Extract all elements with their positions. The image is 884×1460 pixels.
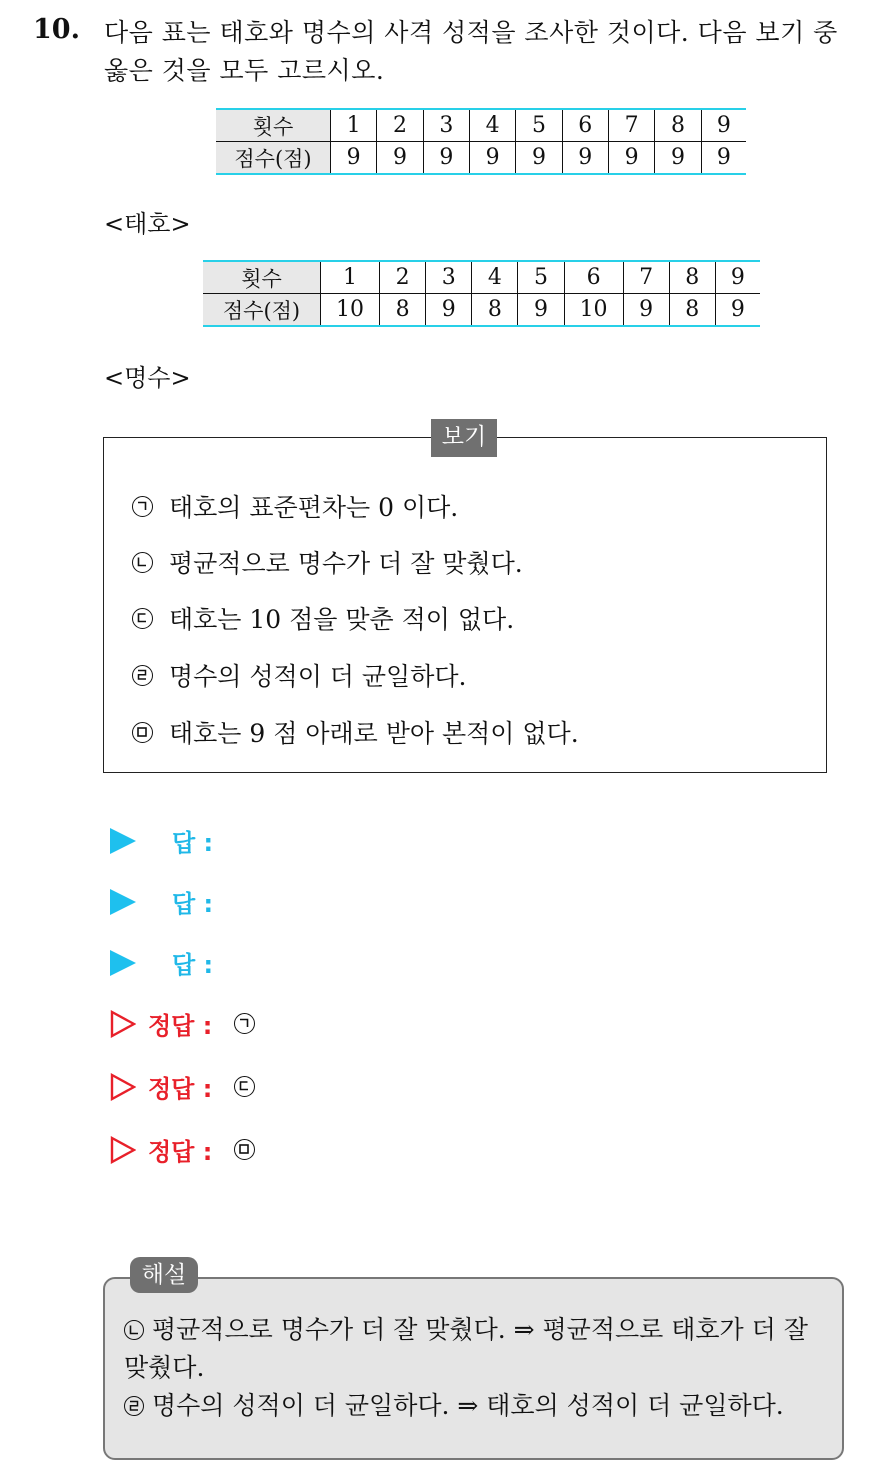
taeho-score-table: [216, 108, 746, 175]
table-row: [203, 261, 760, 294]
taeho-caption: <태호>: [104, 210, 191, 238]
outline-triangle-icon: [110, 1136, 136, 1164]
score-cell: 9: [516, 142, 562, 175]
score-cell: 8: [472, 294, 518, 327]
bogi-item-text: 태호는 10 점을 맞춘 적이 없다.: [169, 605, 515, 634]
circled-letter-icon: [124, 1320, 144, 1340]
question-text: 다음 표는 태호와 명수의 사격 성적을 조사한 것이다. 다음 보기 중 옳은 것을 모두 고르시오.: [104, 18, 838, 85]
score-cell: 9: [608, 142, 654, 175]
round-cell: 7: [608, 109, 654, 142]
circled-letter-icon: [234, 1139, 255, 1160]
score-cell: 9: [423, 142, 469, 175]
round-cell: 9: [701, 109, 746, 142]
correct-answer-row: [110, 1006, 271, 1041]
round-cell: 2: [377, 109, 423, 142]
table-row: [216, 109, 746, 142]
circled-letter-icon: [124, 1396, 144, 1416]
correct-answer-row: [110, 1132, 271, 1167]
correct-answer-label: 정답 :: [148, 1012, 213, 1040]
answer-label: 답 :: [172, 951, 214, 979]
circled-letter-icon: [132, 552, 153, 573]
circled-letter-icon: [132, 722, 153, 743]
answer-row: [110, 945, 213, 980]
round-header: 횟수: [203, 261, 321, 294]
score-cell: 9: [331, 142, 377, 175]
score-cell: 9: [518, 294, 564, 327]
explanation-tag: 해설: [130, 1257, 198, 1293]
outline-triangle-icon: [110, 1073, 136, 1101]
play-triangle-icon: [110, 828, 136, 854]
correct-answer-row: [110, 1069, 271, 1104]
score-cell: 9: [655, 142, 701, 175]
bogi-item: [132, 657, 466, 693]
round-cell: 1: [331, 109, 377, 142]
correct-answer-label: 정답 :: [148, 1075, 213, 1103]
bogi-item: [132, 488, 458, 524]
bogi-item: [132, 714, 579, 750]
round-cell: 1: [321, 261, 380, 294]
round-cell: 6: [562, 109, 608, 142]
round-cell: 8: [655, 109, 701, 142]
round-cell: 5: [518, 261, 564, 294]
circled-letter-icon: [132, 496, 153, 517]
table-row: [216, 142, 746, 175]
round-cell: 9: [715, 261, 760, 294]
score-cell: 9: [377, 142, 423, 175]
round-cell: 2: [380, 261, 426, 294]
bogi-item-text: 평균적으로 명수가 더 잘 맞췄다.: [169, 549, 523, 578]
table-row: [203, 294, 760, 327]
bogi-item-text: 태호의 표준편차는 0 이다.: [169, 493, 459, 522]
round-cell: 4: [469, 109, 515, 142]
explanation-line: [124, 1311, 830, 1387]
explanation-line: [124, 1387, 830, 1425]
round-header: 횟수: [216, 109, 331, 142]
myeongsu-caption: <명수>: [104, 364, 191, 392]
circled-letter-icon: [234, 1076, 255, 1097]
correct-answer-label: 정답 :: [148, 1138, 213, 1166]
circled-letter-icon: [132, 608, 153, 629]
score-cell: 9: [426, 294, 472, 327]
play-triangle-icon: [110, 889, 136, 915]
round-cell: 6: [564, 261, 623, 294]
answer-label: 답 :: [172, 829, 214, 857]
explanation-line-text: 명수의 성적이 더 균일하다. ⇒ 태호의 성적이 더 균일하다.: [152, 1391, 784, 1420]
round-cell: 4: [472, 261, 518, 294]
score-header: 점수(점): [216, 142, 331, 175]
round-cell: 7: [623, 261, 669, 294]
circled-letter-icon: [234, 1013, 255, 1034]
score-cell: 9: [715, 294, 760, 327]
round-cell: 3: [423, 109, 469, 142]
bogi-item-text: 명수의 성적이 더 균일하다.: [169, 662, 467, 691]
answer-label: 답 :: [172, 890, 214, 918]
bogi-item: [132, 544, 523, 580]
score-cell: 9: [623, 294, 669, 327]
answer-row: [110, 823, 213, 858]
bogi-item: [132, 600, 514, 636]
question-number: 10.: [33, 14, 80, 45]
score-cell: 10: [564, 294, 623, 327]
round-cell: 8: [669, 261, 715, 294]
play-triangle-icon: [110, 950, 136, 976]
score-cell: 9: [469, 142, 515, 175]
answer-row: [110, 884, 213, 919]
circled-letter-icon: [132, 665, 153, 686]
outline-triangle-icon: [110, 1010, 136, 1038]
score-cell: 9: [701, 142, 746, 175]
score-cell: 8: [669, 294, 715, 327]
score-cell: 10: [321, 294, 380, 327]
bogi-tag: 보기: [431, 419, 497, 457]
bogi-item-text: 태호는 9 점 아래로 받아 본적이 없다.: [169, 719, 579, 748]
myeongsu-score-table: [203, 260, 760, 327]
score-cell: 9: [562, 142, 608, 175]
round-cell: 3: [426, 261, 472, 294]
round-cell: 5: [516, 109, 562, 142]
score-header: 점수(점): [203, 294, 321, 327]
explanation-line-text: 평균적으로 명수가 더 잘 맞췄다. ⇒ 평균적으로 태호가 더 잘 맞췄다.: [124, 1315, 808, 1382]
score-cell: 8: [380, 294, 426, 327]
explanation-text: [124, 1311, 830, 1425]
